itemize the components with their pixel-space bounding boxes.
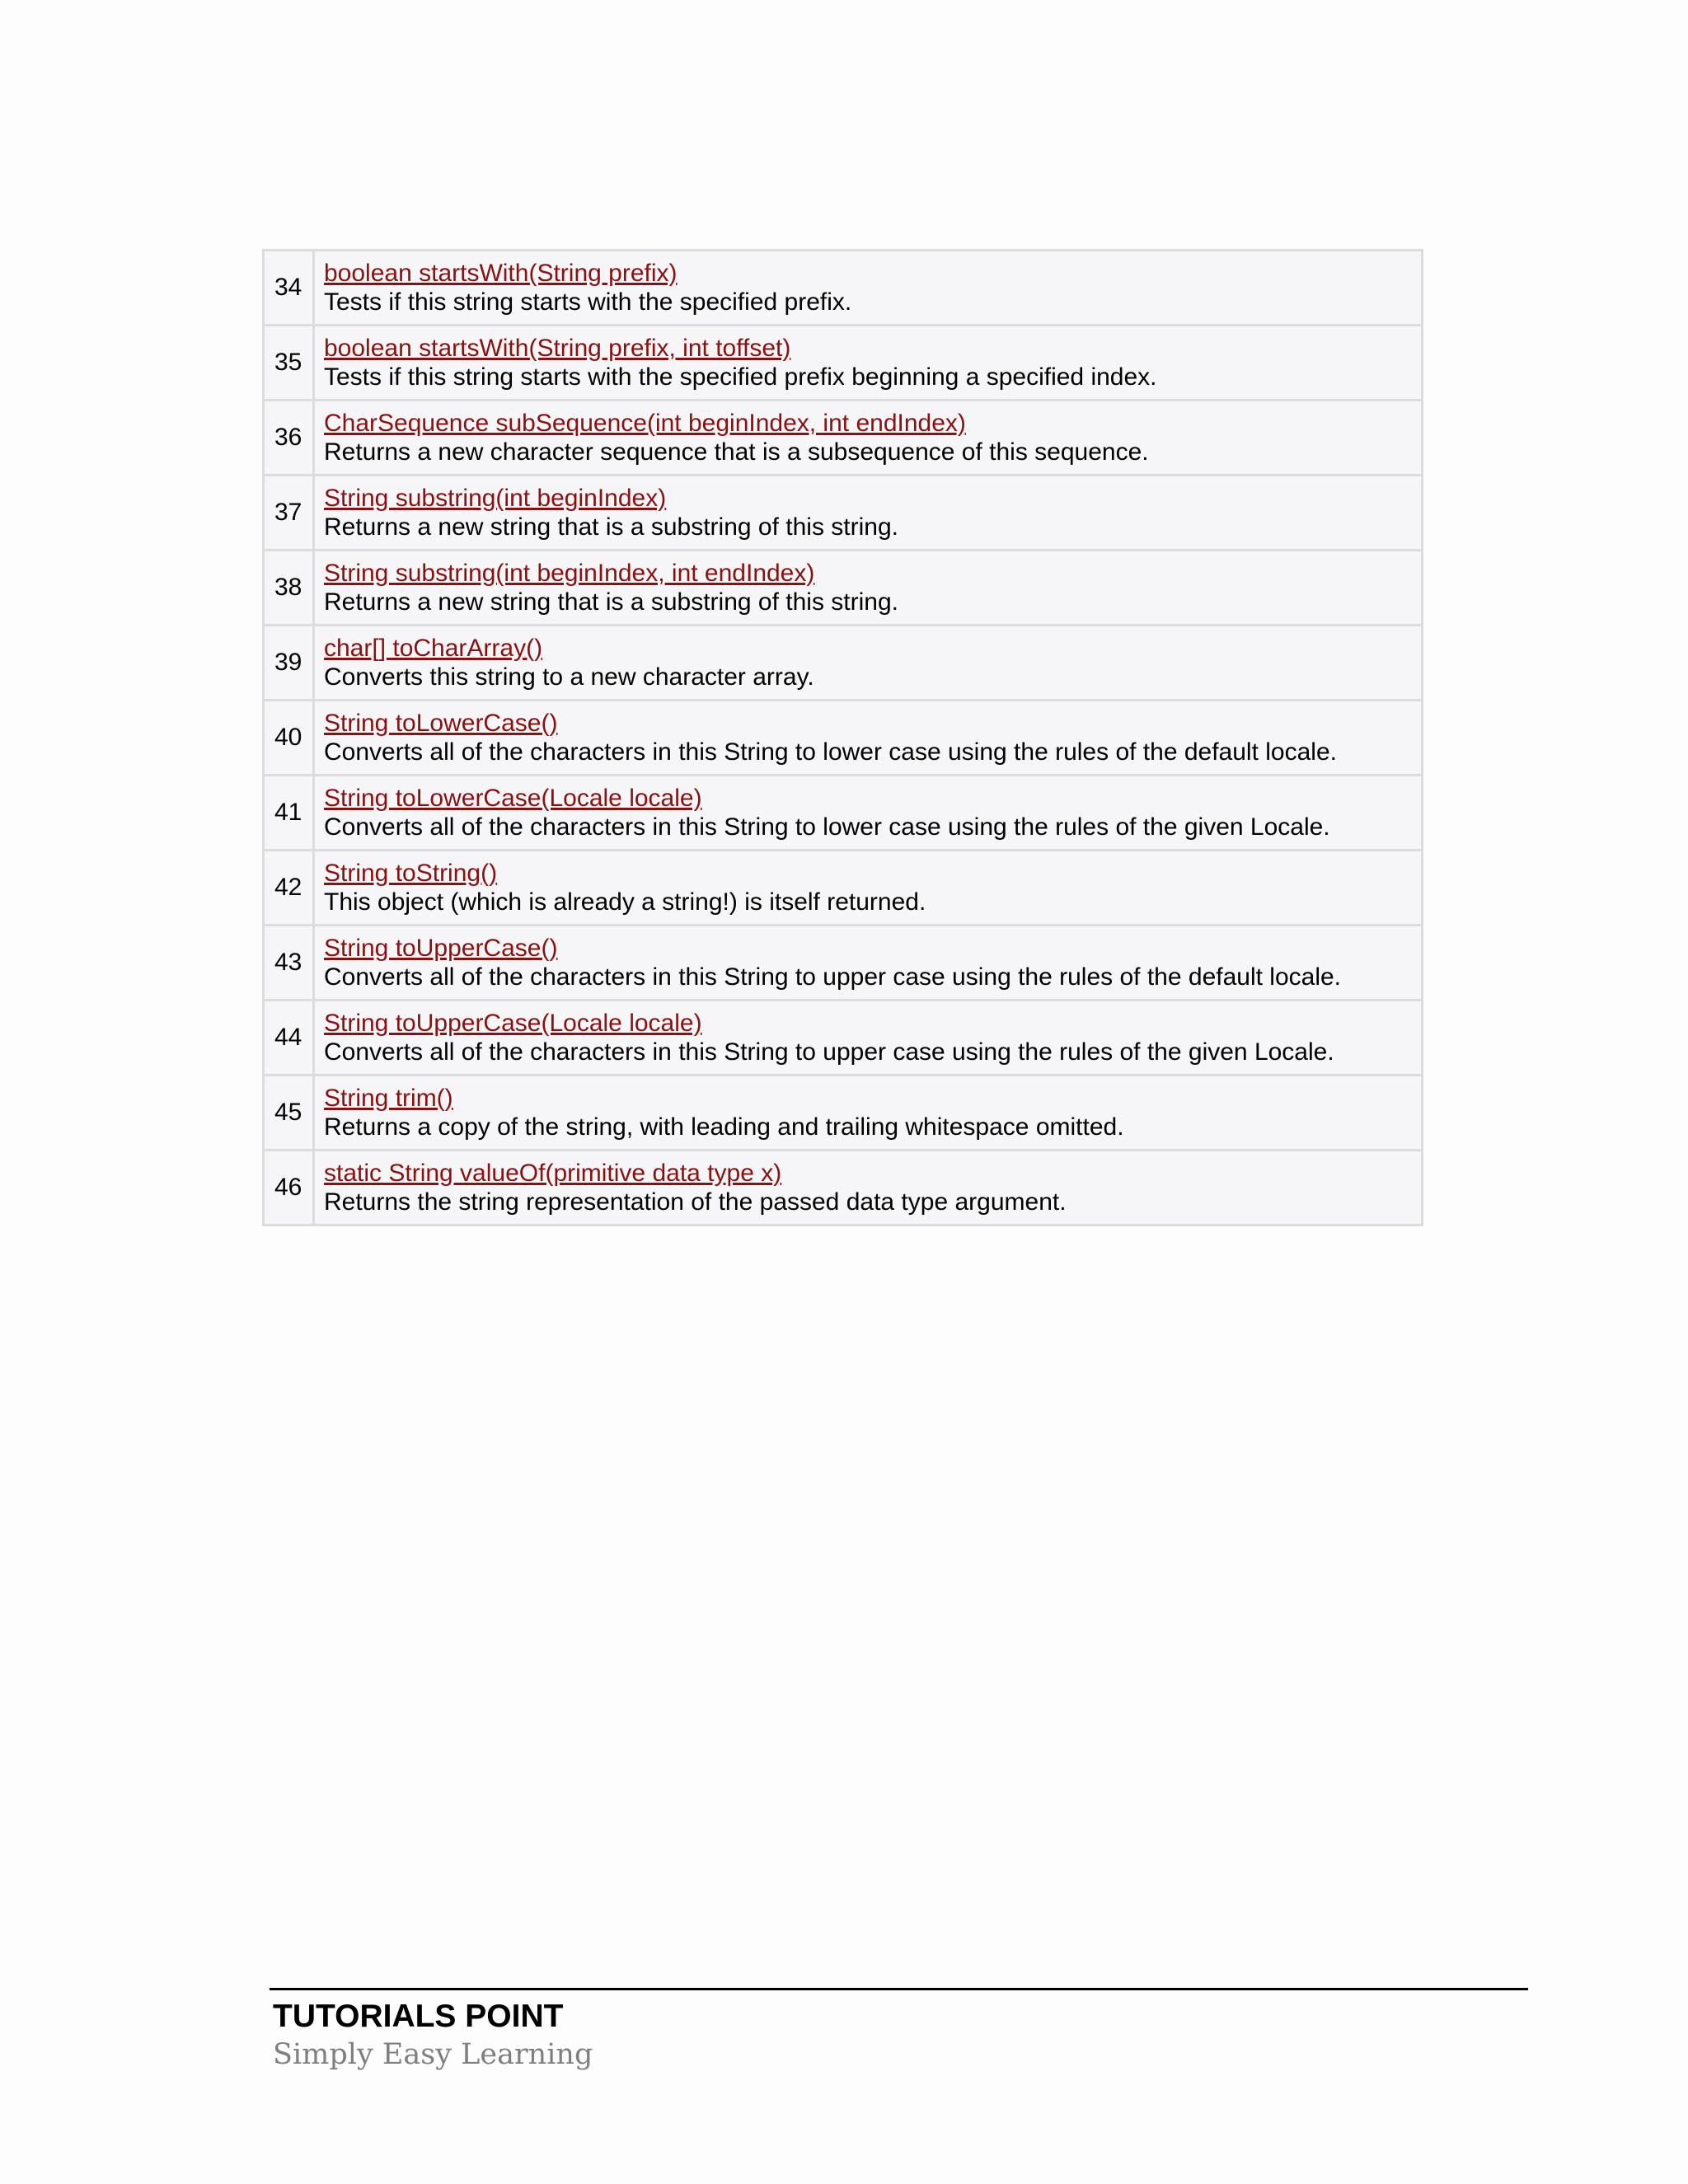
method-cell xyxy=(314,1151,1423,1226)
method-description: Returns a new string that is a substring of this string. xyxy=(324,588,898,616)
method-description: Converts all of the characters in this String to lower case using the rules of the default locale. xyxy=(324,738,1337,766)
row-number: 37 xyxy=(264,476,314,551)
table-row xyxy=(264,1076,1423,1151)
method-description: Returns a new string that is a substring of this string. xyxy=(324,513,898,541)
method-signature-link[interactable]: String substring(int beginIndex) xyxy=(324,485,667,512)
method-cell xyxy=(314,626,1423,701)
method-description: This object (which is already a string!) is itself returned. xyxy=(324,888,926,916)
method-signature-link[interactable]: CharSequence subSequence(int beginIndex, int endIndex) xyxy=(324,410,966,437)
table-row xyxy=(264,551,1423,626)
footer-brand: TUTORIALS POINT xyxy=(273,1999,564,2034)
row-number: 45 xyxy=(264,1076,314,1151)
table-row xyxy=(264,326,1423,401)
method-signature-link[interactable]: String toUpperCase(Locale locale) xyxy=(324,1010,702,1037)
method-cell xyxy=(314,401,1423,476)
row-number: 34 xyxy=(264,251,314,326)
method-cell xyxy=(314,551,1423,626)
method-signature-link[interactable]: boolean startsWith(String prefix) xyxy=(324,260,678,287)
row-number: 41 xyxy=(264,776,314,851)
method-signature-link[interactable]: static String valueOf(primitive data type x) xyxy=(324,1160,782,1187)
string-methods-table xyxy=(262,249,1423,1226)
row-number: 40 xyxy=(264,701,314,776)
method-signature-link[interactable]: String toLowerCase(Locale locale) xyxy=(324,785,702,812)
table-row xyxy=(264,401,1423,476)
row-number: 39 xyxy=(264,626,314,701)
method-cell xyxy=(314,1001,1423,1076)
method-description: Tests if this string starts with the specified prefix. xyxy=(324,288,852,316)
table-row xyxy=(264,926,1423,1001)
row-number: 46 xyxy=(264,1151,314,1226)
method-cell xyxy=(314,851,1423,926)
method-cell xyxy=(314,326,1423,401)
method-description: Returns a new character sequence that is a subsequence of this sequence. xyxy=(324,438,1149,466)
table-row xyxy=(264,776,1423,851)
table-row xyxy=(264,851,1423,926)
method-description: Returns a copy of the string, with leading and trailing whitespace omitted. xyxy=(324,1113,1124,1141)
method-description: Tests if this string starts with the specified prefix beginning a specified index. xyxy=(324,363,1157,391)
method-signature-link[interactable]: String toLowerCase() xyxy=(324,710,558,737)
row-number: 44 xyxy=(264,1001,314,1076)
method-description: Converts this string to a new character array. xyxy=(324,663,814,691)
method-cell xyxy=(314,926,1423,1001)
method-description: Converts all of the characters in this String to upper case using the rules of the given Locale. xyxy=(324,1038,1334,1066)
row-number: 36 xyxy=(264,401,314,476)
table-row xyxy=(264,626,1423,701)
row-number: 38 xyxy=(264,551,314,626)
method-description: Converts all of the characters in this String to lower case using the rules of the given Locale. xyxy=(324,813,1330,841)
row-number: 42 xyxy=(264,851,314,926)
method-cell xyxy=(314,251,1423,326)
footer-divider xyxy=(270,1988,1528,1990)
method-cell xyxy=(314,1076,1423,1151)
method-cell xyxy=(314,476,1423,551)
method-signature-link[interactable]: String toString() xyxy=(324,860,498,887)
row-number: 43 xyxy=(264,926,314,1001)
method-description: Returns the string representation of the passed data type argument. xyxy=(324,1188,1067,1216)
method-cell xyxy=(314,701,1423,776)
method-signature-link[interactable]: String toUpperCase() xyxy=(324,935,558,962)
table-row xyxy=(264,476,1423,551)
method-signature-link[interactable]: boolean startsWith(String prefix, int toffset) xyxy=(324,335,791,362)
method-signature-link[interactable]: String trim() xyxy=(324,1085,453,1112)
method-signature-link[interactable]: char[] toCharArray() xyxy=(324,635,543,662)
footer-tagline: Simply Easy Learning xyxy=(273,2038,593,2071)
method-description: Converts all of the characters in this String to upper case using the rules of the default locale. xyxy=(324,963,1342,991)
row-number: 35 xyxy=(264,326,314,401)
table-row xyxy=(264,701,1423,776)
table-row xyxy=(264,251,1423,326)
table-row xyxy=(264,1001,1423,1076)
method-signature-link[interactable]: String substring(int beginIndex, int endIndex) xyxy=(324,560,815,587)
table-row xyxy=(264,1151,1423,1226)
method-cell xyxy=(314,776,1423,851)
